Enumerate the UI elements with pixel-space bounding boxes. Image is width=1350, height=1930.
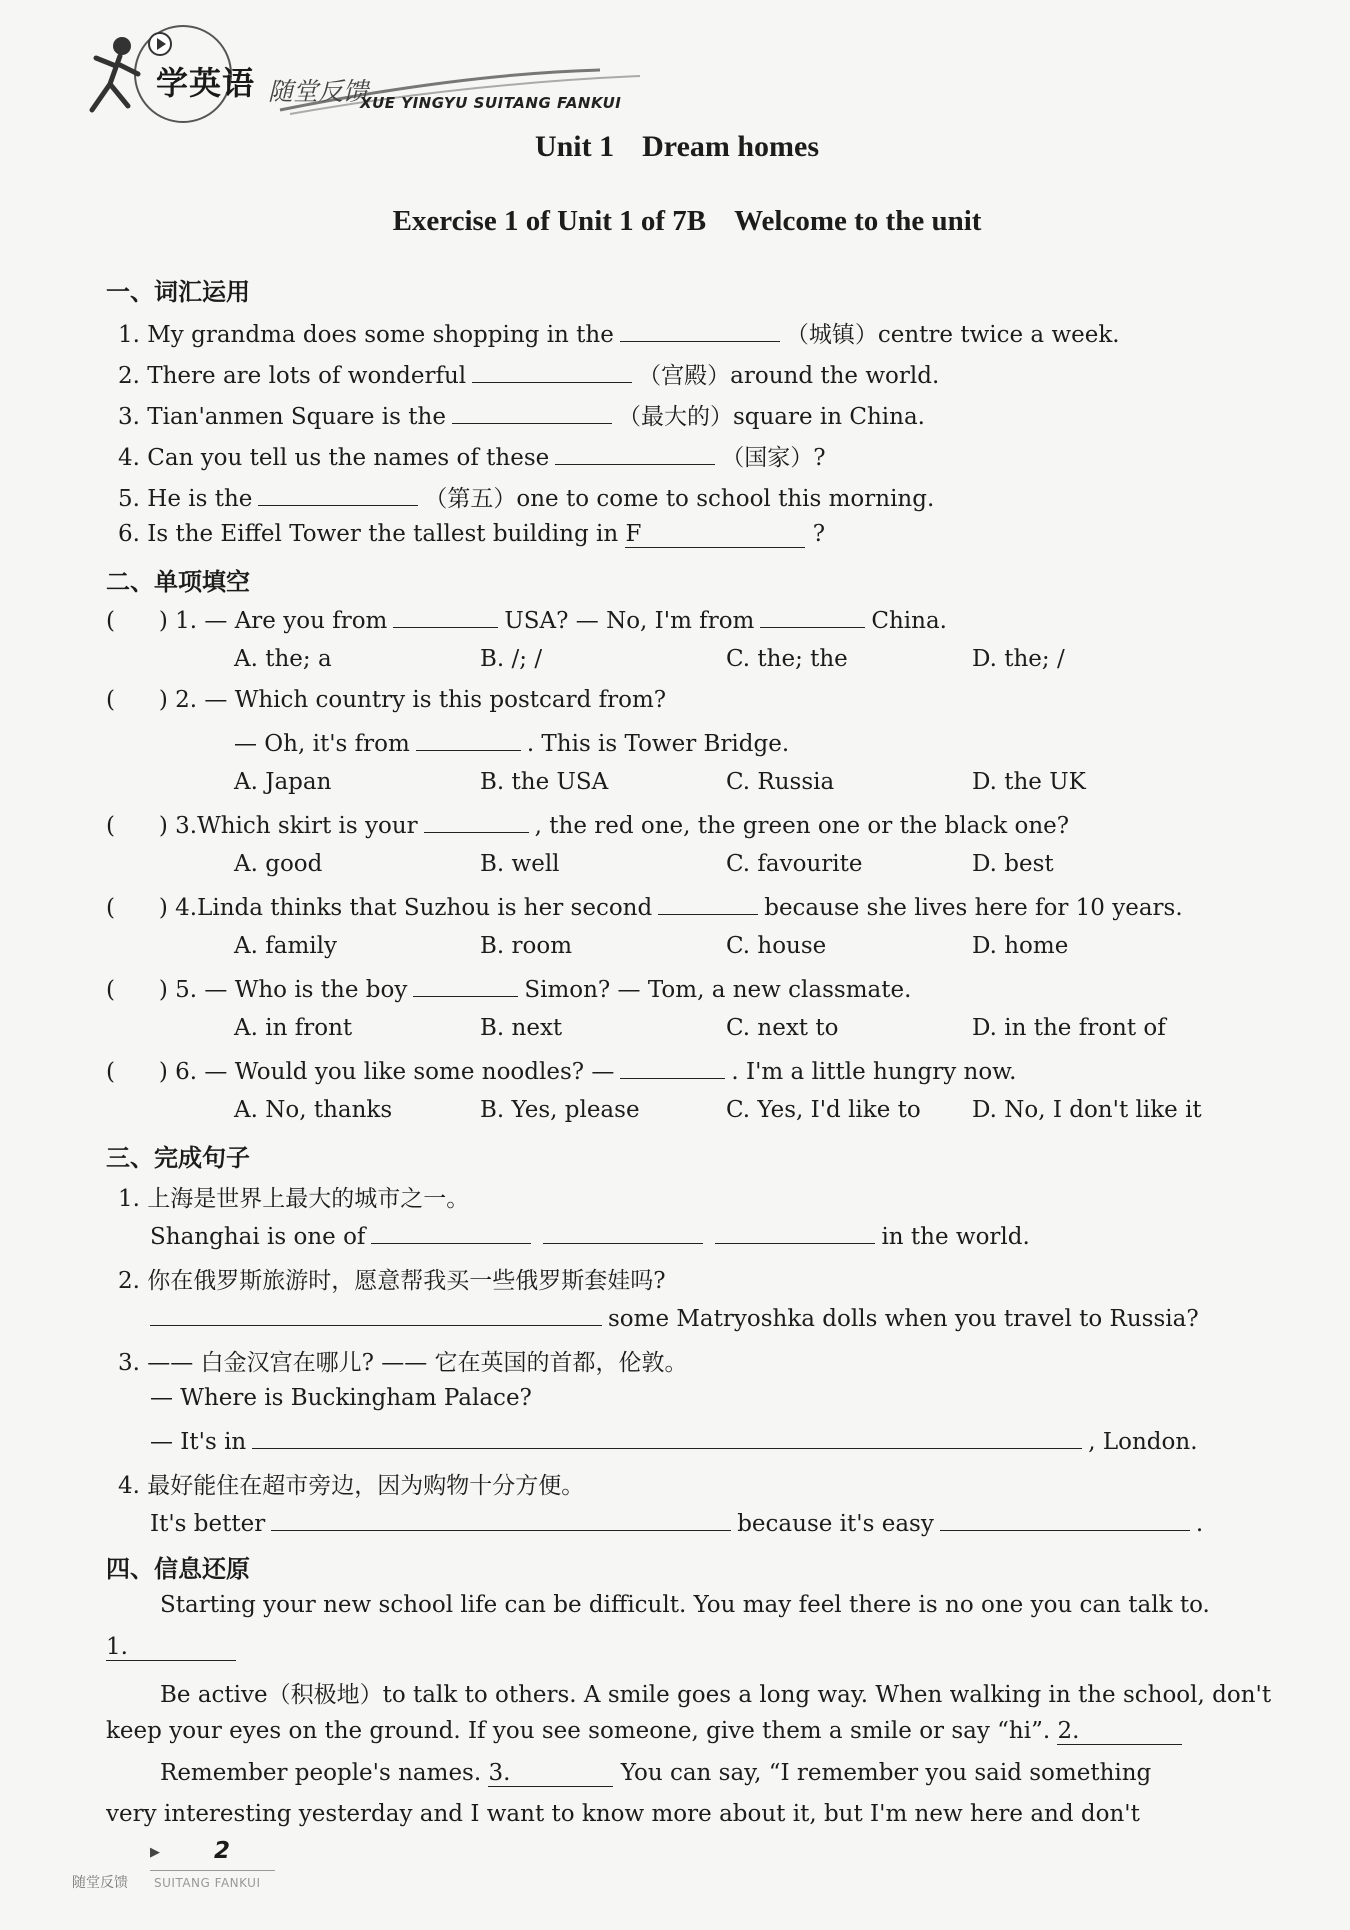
answer-bracket[interactable]: ( ) xyxy=(106,687,168,713)
option-c[interactable]: C. favourite xyxy=(726,851,863,877)
reading-paragraph: very interesting yesterday and I want to know more about it, but I'm new here and don't xyxy=(106,1801,1140,1827)
option-d[interactable]: D. the; / xyxy=(972,646,1065,672)
option-a[interactable]: A. the; a xyxy=(234,646,332,672)
footer-divider xyxy=(150,1870,275,1871)
sentence-cn: 2. 你在俄罗斯旅游时，愿意帮我买一些俄罗斯套娃吗? xyxy=(118,1268,666,1294)
answer-blank[interactable] xyxy=(150,1303,602,1326)
option-b[interactable]: B. next xyxy=(480,1015,563,1041)
mc-question: ( ) 4.Linda thinks that Suzhou is her second because she lives here for 10 years. xyxy=(106,892,1183,921)
answer-bracket[interactable]: ( ) xyxy=(106,1059,168,1085)
option-d[interactable]: D. best xyxy=(972,851,1054,877)
option-d[interactable]: D. home xyxy=(972,933,1069,959)
answer-blank[interactable] xyxy=(271,1508,731,1531)
option-c[interactable]: C. Russia xyxy=(726,769,835,795)
reading-paragraph: keep your eyes on the ground. If you see someone, give them a smile or say “hi”. 2. xyxy=(106,1718,1182,1745)
sentence-en: — It's in , London. xyxy=(150,1426,1198,1455)
answer-blank[interactable] xyxy=(452,401,612,424)
section-heading-vocab: 一、词汇运用 xyxy=(106,278,250,306)
sentence-en: — Where is Buckingham Palace? xyxy=(150,1385,532,1411)
option-c[interactable]: C. Yes, I'd like to xyxy=(726,1097,921,1123)
unit-title: Unit 1 Dream homes xyxy=(534,130,820,163)
mc-question-line2: — Oh, it's from . This is Tower Bridge. xyxy=(234,728,789,757)
exercise-title: Exercise 1 of Unit 1 of 7B Welcome to the unit xyxy=(392,205,982,237)
sentence-en: It's better because it's easy . xyxy=(150,1508,1203,1537)
mc-question: ( ) 1. — Are you from USA? — No, I'm from China. xyxy=(106,605,947,634)
option-b[interactable]: B. well xyxy=(480,851,560,877)
option-d[interactable]: D. the UK xyxy=(972,769,1086,795)
answer-blank[interactable] xyxy=(393,605,498,628)
answer-blank[interactable] xyxy=(555,442,715,465)
answer-bracket[interactable]: ( ) xyxy=(106,895,168,921)
reading-paragraph: Be active（积极地）to talk to others. A smile goes a long way. When walking in the school, don't xyxy=(160,1682,1272,1708)
option-b[interactable]: B. room xyxy=(480,933,573,959)
sentence-cn: 1. 上海是世界上最大的城市之一。 xyxy=(118,1186,470,1212)
reading-paragraph: Starting your new school life can be difficult. You may feel there is no one you can talk to. xyxy=(160,1592,1210,1618)
vocab-item: 5. He is the （第五）one to come to school this morning. xyxy=(118,480,934,513)
answer-blank[interactable] xyxy=(543,1221,703,1244)
section-heading-reading: 四、信息还原 xyxy=(106,1555,250,1583)
mc-question: ( ) 2. — Which country is this postcard from? xyxy=(106,687,667,713)
answer-blank[interactable] xyxy=(620,319,780,342)
option-b[interactable]: B. the USA xyxy=(480,769,609,795)
mc-question: ( ) 3.Which skirt is your , the red one, the green one or the black one? xyxy=(106,810,1069,839)
answer-blank[interactable] xyxy=(715,1221,875,1244)
reading-blank-3[interactable]: 3. xyxy=(488,1760,613,1787)
footer-logo: 随堂反馈 xyxy=(72,1875,128,1891)
sentence-en: Shanghai is one of in the world. xyxy=(150,1221,1030,1250)
reading-paragraph: Remember people's names. 3. You can say, “I remember you said something xyxy=(160,1760,1152,1786)
answer-bracket[interactable]: ( ) xyxy=(106,608,168,634)
answer-blank[interactable] xyxy=(413,974,518,997)
option-a[interactable]: A. No, thanks xyxy=(234,1097,393,1123)
section-heading-mc: 二、单项填空 xyxy=(106,568,250,596)
answer-blank[interactable] xyxy=(416,728,521,751)
header-banner xyxy=(40,14,680,124)
option-d[interactable]: D. No, I don't like it xyxy=(972,1097,1202,1123)
answer-blank[interactable] xyxy=(940,1508,1190,1531)
answer-blank[interactable] xyxy=(472,360,632,383)
vocab-item: 2. There are lots of wonderful （宫殿）around the world. xyxy=(118,357,939,390)
option-c[interactable]: C. house xyxy=(726,933,827,959)
vocab-item: 1. My grandma does some shopping in the （城镇）centre twice a week. xyxy=(118,316,1120,349)
reading-blank-2[interactable]: 2. xyxy=(1057,1718,1182,1745)
header-title: 学英语 xyxy=(156,64,256,102)
option-c[interactable]: C. next to xyxy=(726,1015,839,1041)
triangle-icon: ▶ xyxy=(150,1845,160,1860)
answer-blank[interactable] xyxy=(252,1426,1082,1449)
answer-bracket[interactable]: ( ) xyxy=(106,977,168,1003)
header-subtitle: 随堂反馈 xyxy=(268,77,369,106)
footer-pinyin: SUITANG FANKUI xyxy=(154,1876,261,1890)
vocab-item: 3. Tian'anmen Square is the （最大的）square in China. xyxy=(118,398,925,431)
header-pinyin: XUE YINGYU SUITANG FANKUI xyxy=(360,94,622,112)
answer-blank[interactable] xyxy=(258,483,418,506)
reading-blank-1[interactable]: 1. xyxy=(106,1634,236,1661)
option-a[interactable]: A. family xyxy=(234,933,337,959)
option-a[interactable]: A. good xyxy=(234,851,323,877)
answer-blank[interactable] xyxy=(658,892,758,915)
sentence-en: some Matryoshka dolls when you travel to Russia? xyxy=(150,1303,1199,1332)
option-b[interactable]: B. /; / xyxy=(480,646,543,672)
answer-bracket[interactable]: ( ) xyxy=(106,813,168,839)
section-heading-complete: 三、完成句子 xyxy=(106,1144,250,1172)
answer-blank[interactable] xyxy=(760,605,865,628)
mc-question: ( ) 6. — Would you like some noodles? — . I'm a little hungry now. xyxy=(106,1056,1016,1085)
option-c[interactable]: C. the; the xyxy=(726,646,848,672)
answer-blank[interactable] xyxy=(371,1221,531,1244)
mc-question: ( ) 5. — Who is the boy Simon? — Tom, a new classmate. xyxy=(106,974,911,1003)
option-a[interactable]: A. in front xyxy=(234,1015,353,1041)
answer-blank[interactable]: F xyxy=(625,521,805,548)
sentence-cn: 3. —— 白金汉宫在哪儿? —— 它在英国的首都，伦敦。 xyxy=(118,1350,688,1376)
answer-blank[interactable] xyxy=(620,1056,725,1079)
page-number: 2 xyxy=(214,1838,231,1864)
option-b[interactable]: B. Yes, please xyxy=(480,1097,640,1123)
vocab-item: 6. Is the Eiffel Tower the tallest building in F ? xyxy=(118,521,826,547)
answer-blank[interactable] xyxy=(424,810,529,833)
option-d[interactable]: D. in the front of xyxy=(972,1015,1166,1041)
option-a[interactable]: A. Japan xyxy=(234,769,332,795)
vocab-item: 4. Can you tell us the names of these （国家）? xyxy=(118,439,826,472)
sentence-cn: 4. 最好能住在超市旁边，因为购物十分方便。 xyxy=(118,1473,585,1499)
